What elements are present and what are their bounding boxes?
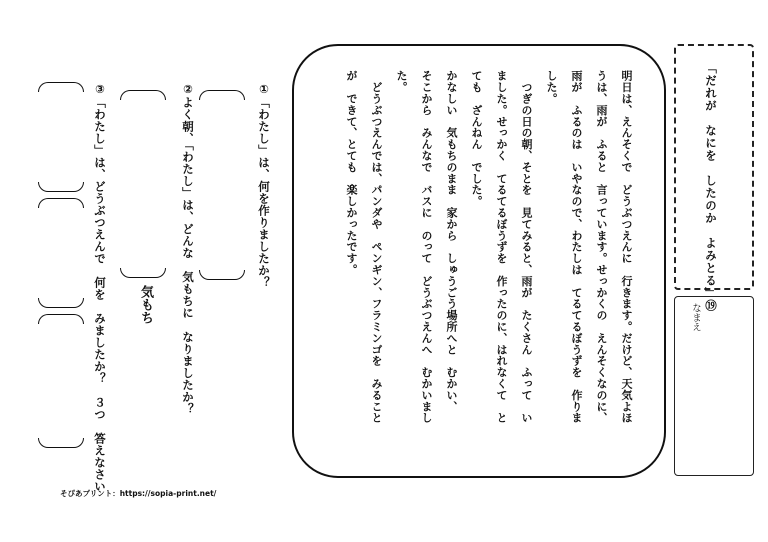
answer-bracket-top	[38, 82, 84, 92]
story-line: そこから みんなで バスに のって どうぶつえんへ むかいまし	[420, 70, 433, 424]
answer-suffix: 気もち	[138, 285, 153, 324]
story-line: かなしい 気もちのまま 家から しゅうごう場所へと むかい、	[445, 70, 458, 412]
question-text: 「わたし」は、どうぶつえんで 何を みましたか？ ３つ 答えなさい	[93, 96, 107, 493]
answer-field-3b[interactable]	[38, 208, 84, 298]
answer-bracket-bottom	[38, 298, 84, 308]
story-line: 明日は、えんそくで どうぶつえんに 行きます。だけど、天気よほ	[620, 70, 633, 424]
answer-bracket-bottom	[199, 270, 245, 280]
question-3	[92, 82, 108, 493]
answer-bracket-top	[199, 90, 245, 100]
answer-bracket-bottom	[120, 268, 166, 278]
story-line: うは、雨が ふると 言っています。せっかくの えんそくなのに、	[595, 70, 608, 424]
answer-field-3c[interactable]	[38, 324, 84, 438]
story-line: た。	[395, 70, 408, 93]
answer-field-2[interactable]	[120, 100, 166, 268]
answer-bracket-bottom	[38, 438, 84, 448]
answer-field-1[interactable]	[199, 100, 245, 270]
name-field[interactable]	[674, 296, 754, 476]
question-1	[256, 82, 272, 289]
answer-bracket-bottom	[38, 182, 84, 192]
answer-bracket-top	[38, 198, 84, 208]
answer-field-3a[interactable]	[38, 92, 84, 182]
question-number: ③	[93, 82, 107, 97]
question-text: 「わたし」は、何を作りましたか？	[257, 96, 271, 289]
story-line: ました。せっかく てるてるぼうずを 作ったのに、はれなくて と	[495, 70, 508, 424]
answer-bracket-top	[120, 90, 166, 100]
story-line: ても ざんねん でした。	[470, 70, 483, 207]
question-number: ①	[257, 82, 271, 97]
story-line: 雨が ふるのは いやなので、わたしは てるてるぼうずを 作りま	[570, 70, 583, 424]
story-line: どうぶつえんでは、パンダや ペンギン、フラミンゴを みること	[370, 70, 383, 424]
footer-url: そぴあプリント：https://sopia-print.net/	[60, 489, 217, 498]
question-2	[180, 82, 196, 415]
question-number: ②	[181, 82, 195, 97]
answer-bracket-top	[38, 314, 84, 324]
name-label: なまえ	[690, 303, 701, 332]
question-text: よく朝、「わたし」は、どんな 気もちに なりましたか？	[181, 96, 195, 415]
story-line: した。	[545, 70, 558, 105]
worksheet-title: 「だれが なにを したのか よみとる」⑲	[704, 62, 718, 312]
story-line: つぎの日の朝、そとを 見てみると、雨が たくさん ふって い	[520, 70, 533, 424]
story-line: が できて、とても 楽しかったです。	[345, 70, 358, 276]
